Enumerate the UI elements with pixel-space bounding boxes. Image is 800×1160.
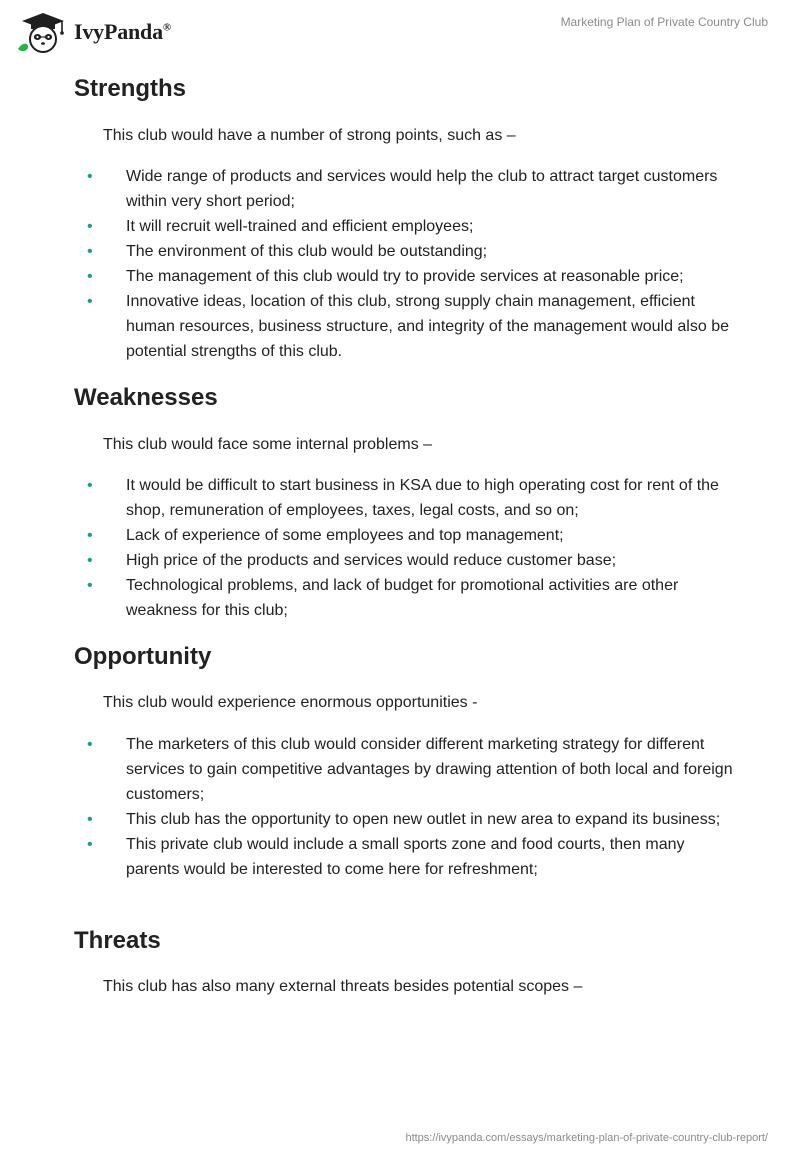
bullet-icon: • [87, 836, 93, 853]
bullet-icon: • [87, 527, 93, 544]
list-item: • High price of the products and services would reduce customer base; [74, 548, 734, 573]
bullet-icon: • [87, 293, 93, 310]
bullet-icon: • [87, 577, 93, 594]
list-item: • Innovative ideas, location of this club, strong supply chain management, efficient human resources, business structure, and integrity of the management would also be potential strengths of this club. [74, 289, 734, 364]
list-item: • Technological problems, and lack of budget for promotional activities are other weakness for this club; [74, 573, 734, 623]
list-item: • Wide range of products and services would help the club to attract target customers within very short period; [74, 164, 734, 214]
heading-strengths: Strengths [74, 75, 187, 102]
heading-weaknesses: Weaknesses [74, 384, 218, 411]
heading-threats: Threats [74, 927, 161, 954]
bullet-icon: • [87, 168, 93, 185]
list-opportunity [74, 732, 734, 882]
section-threats [74, 926, 734, 995]
list-weaknesses [74, 473, 734, 623]
document-title: Marketing Plan of Private Country Club [560, 15, 768, 29]
bullet-icon: • [87, 477, 93, 494]
list-item: • Lack of experience of some employees and top management; [74, 523, 734, 548]
section-strengths [74, 74, 734, 360]
list-item: • This club has the opportunity to open new outlet in new area to expand its business; [74, 807, 734, 832]
ivypanda-logo[interactable] [14, 10, 171, 54]
intro-strengths: This club would have a number of strong points, such as – [103, 127, 516, 144]
list-item: • The environment of this club would be outstanding; [74, 239, 734, 264]
bullet-icon: • [87, 243, 93, 260]
section-weaknesses [74, 383, 734, 619]
bullet-icon: • [87, 736, 93, 753]
intro-threats: This club has also many external threats besides potential scopes – [103, 978, 583, 995]
list-item: • This private club would include a small sports zone and food courts, then many parents would be interested to come here for refreshment; [74, 832, 734, 882]
list-item: • It would be difficult to start business in KSA due to high operating cost for rent of the shop, remuneration of employees, taxes, legal costs, and so on; [74, 473, 734, 523]
heading-opportunity: Opportunity [74, 643, 212, 670]
source-url-link[interactable]: https://ivypanda.com/essays/marketing-plan-of-private-country-club-report/ [405, 1132, 768, 1144]
section-opportunity [74, 642, 734, 878]
bullet-icon: • [87, 218, 93, 235]
list-item: • The marketers of this club would consider different marketing strategy for different services to gain competitive advantages by drawing attention of both local and foreign customers; [74, 732, 734, 807]
list-item: • It will recruit well-trained and efficient employees; [74, 214, 734, 239]
intro-weaknesses: This club would face some internal problems – [103, 436, 433, 453]
panda-graduate-icon [14, 10, 72, 54]
bullet-icon: • [87, 552, 93, 569]
list-item: • The management of this club would try to provide services at reasonable price; [74, 264, 734, 289]
brand-name: IvyPanda® [74, 19, 171, 44]
intro-opportunity: This club would experience enormous opportunities - [103, 694, 478, 711]
bullet-icon: • [87, 268, 93, 285]
bullet-icon: • [87, 811, 93, 828]
list-strengths [74, 164, 734, 364]
